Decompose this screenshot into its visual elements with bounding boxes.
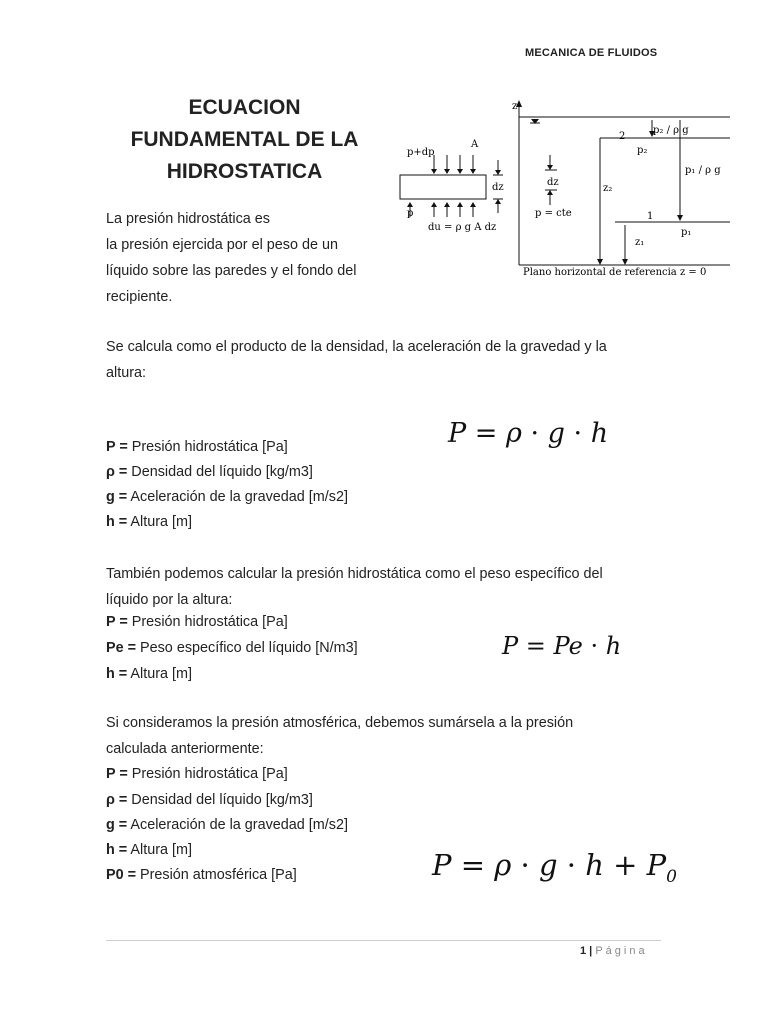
def-symbol: P = [106,614,128,630]
label-p1: p₁ [681,227,692,238]
def-description: Altura [m] [127,514,192,530]
hydrostatic-diagram [395,95,745,280]
formula-term: g [538,848,558,882]
def-gravity [106,812,348,838]
calc-line-2: altura: [106,365,146,381]
formula-operator: = [525,632,546,660]
formula-term: g [547,418,565,449]
intro-line-3: líquido sobre las paredes y el fondo del [106,263,357,279]
def-symbol: g = [106,817,128,833]
def-symbol: P0 = [106,867,137,883]
label-du: du = ρ g A dz [428,222,497,233]
atm-line-2: calculada anteriormente: [106,741,264,757]
label-p2-rho-g: p₂ / ρ g [653,125,689,136]
formula-term: h [585,848,604,882]
intro-line-1: La presión hidrostática es [106,211,270,227]
def-height [106,661,192,687]
def-description: Aceleración de la gravedad [m/s2] [127,489,348,505]
def-description: Densidad del líquido [kg/m3] [127,792,313,808]
page-footer [580,945,648,957]
def-description: Altura [m] [127,666,192,682]
formula-term: P [502,632,519,660]
formula-hydrostatic [448,418,608,449]
label-p-dp: p+dp [407,147,435,158]
peso-line-1: También podemos calcular la presión hidrostática como el peso específico del [106,566,603,582]
formula-specific-weight [502,632,621,660]
formula-operator: = [474,418,498,449]
def-density [106,459,313,485]
def-description: Aceleración de la gravedad [m/s2] [127,817,348,833]
label-level-2: 2 [619,131,626,142]
formula-operator: · [530,418,540,449]
def-gravity [106,484,348,510]
label-level-1: 1 [647,211,654,222]
formula-operator: = [460,848,486,882]
def-description: Peso específico del líquido [N/m3] [136,640,358,656]
page-label: Página [595,945,648,957]
title-line-3: HIDROSTATICA [166,160,323,183]
def-symbol: ρ = [106,464,128,480]
formula-term: h [590,418,609,449]
formula-term: Pe [553,632,583,660]
peso-line-2: líquido por la altura: [106,592,233,608]
fluid-element [400,175,486,199]
title-line-2: FUNDAMENTAL DE LA [130,128,359,151]
formula-operator: · [590,632,599,660]
page-number: 1 [580,945,587,957]
def-symbol: ρ = [106,792,128,808]
formula-term: P [646,848,667,882]
def-description: Altura [m] [127,842,192,858]
def-symbol: h = [106,666,128,682]
formula-term: ρ [505,418,522,449]
label-z1: z₁ [635,237,645,248]
intro-line-4: recipiente. [106,289,173,305]
formula-operator: · [566,848,576,882]
formula-term: ρ [494,848,512,882]
def-symbol: g = [106,489,128,505]
def-description: Presión hidrostática [Pa] [127,766,288,782]
def-description: Presión hidrostática [Pa] [127,614,288,630]
intro-line-2: la presión ejercida por el peso de un [106,237,338,253]
formula-absolute-pressure [432,848,677,887]
def-specific-weight [106,635,358,661]
title-line-1: ECUACION [188,96,301,119]
def-atmospheric-pressure [106,862,297,888]
footer-divider [106,940,661,941]
label-reference-plane: Plano horizontal de referencia z = 0 [523,267,707,278]
def-description: Densidad del líquido [kg/m3] [127,464,313,480]
label-z2: z₂ [603,183,613,194]
def-pressure [106,434,288,460]
label-z: z [512,101,518,112]
def-symbol: Pe = [106,640,137,656]
label-p-const: p = cte [535,208,572,219]
def-height [106,837,192,863]
fluid-element-figure [400,155,503,217]
def-symbol: P = [106,439,128,455]
def-density [106,787,313,813]
page-header: MECANICA DE FLUIDOS [525,47,658,59]
label-p2: p₂ [637,145,648,156]
def-description: Presión hidrostática [Pa] [127,439,288,455]
def-symbol: P = [106,766,128,782]
label-p: p [407,208,414,219]
def-height [106,509,192,535]
def-pressure [106,761,288,787]
formula-operator: · [520,848,530,882]
formula-term: h [605,632,622,660]
formula-subscript: 0 [666,866,677,887]
label-dz: dz [492,182,504,193]
page-title [122,92,367,188]
def-pressure [106,609,288,635]
footer-separator: | [586,945,596,957]
label-dz-right: dz [547,177,559,188]
def-symbol: h = [106,514,128,530]
def-description: Presión atmosférica [Pa] [136,867,297,883]
label-area: A [471,139,479,150]
formula-term: P [448,418,467,449]
label-p1-rho-g: p₁ / ρ g [685,165,721,176]
formula-term: P [432,848,452,882]
calc-line-1: Se calcula como el producto de la densidad, la aceleración de la gravedad y la [106,339,607,355]
formula-operator: · [573,418,583,449]
formula-operator: + [613,848,638,882]
def-symbol: h = [106,842,128,858]
atm-line-1: Si consideramos la presión atmosférica, debemos sumársela a la presión [106,715,574,731]
